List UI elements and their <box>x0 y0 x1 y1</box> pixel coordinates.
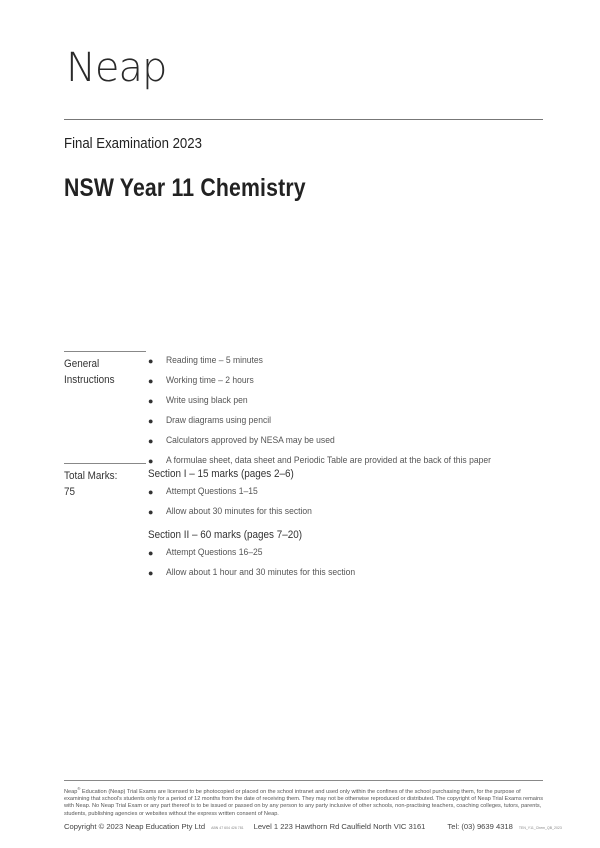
instructions-list <box>148 354 548 474</box>
header-divider <box>64 119 543 120</box>
copyright: Copyright © 2023 Neap Education Pty Ltd <box>64 822 206 831</box>
list-item <box>148 546 548 566</box>
address: Level 1 223 Hawthorn Rd Caulfield North VIC 3161 <box>253 822 426 831</box>
item-text: A formulae sheet, data sheet and Periodic Table are provided at the back of this paper <box>166 455 491 466</box>
label-line: Total Marks: <box>64 470 118 482</box>
item-text: Attempt Questions 1–15 <box>166 486 258 497</box>
bullet-icon: ● <box>148 456 154 466</box>
document-code: TEN_Y11_Chem_QB_2023 <box>518 826 562 830</box>
abn: ABN 47 604 426 781 <box>211 826 244 830</box>
bullet-icon: ● <box>148 356 154 366</box>
phone: Tel: (03) 9639 4318 <box>447 822 513 831</box>
total-marks-value: 75 <box>64 486 76 498</box>
list-item <box>148 354 548 374</box>
bullet-icon: ● <box>148 568 154 578</box>
bullet-icon: ● <box>148 487 154 497</box>
sections-list <box>148 467 548 586</box>
item-text: Allow about 30 minutes for this section <box>166 506 312 517</box>
item-text: Draw diagrams using pencil <box>166 415 272 426</box>
bullet-icon: ● <box>148 436 154 446</box>
section-2-heading: Section II – 60 marks (pages 7–20) <box>148 529 303 541</box>
legal-notice <box>64 785 544 818</box>
bullet-icon: ● <box>148 376 154 386</box>
neap-logo: Neap <box>66 45 167 91</box>
list-item <box>148 434 548 454</box>
label-line: Instructions <box>64 374 115 386</box>
exam-subtitle: Final Examination 2023 <box>64 135 202 152</box>
bullet-icon: ● <box>148 507 154 517</box>
list-item <box>148 394 548 414</box>
item-text: Reading time – 5 minutes <box>166 355 263 366</box>
legal-brand: Neap <box>64 788 78 795</box>
section-1-heading: Section I – 15 marks (pages 2–6) <box>148 468 294 480</box>
list-item <box>148 485 548 505</box>
general-instructions-label <box>64 351 146 388</box>
list-item <box>148 414 548 434</box>
item-text: Calculators approved by NESA may be used <box>166 435 335 446</box>
item-text: Allow about 1 hour and 30 minutes for this section <box>166 567 356 578</box>
footer <box>64 822 562 831</box>
footer-divider <box>64 780 543 781</box>
bullet-icon: ● <box>148 548 154 558</box>
item-text: Write using black pen <box>166 395 248 406</box>
list-item <box>148 374 548 394</box>
list-item <box>148 566 548 586</box>
bullet-icon: ● <box>148 416 154 426</box>
list-item <box>148 505 548 525</box>
registered-mark: ® <box>77 786 81 791</box>
item-text: Attempt Questions 16–25 <box>166 547 263 558</box>
label-line: General <box>64 358 100 370</box>
item-text: Working time – 2 hours <box>166 375 254 386</box>
page-title: NSW Year 11 Chemistry <box>64 174 306 202</box>
legal-text: Education (Neap) Trial Exams are licensed to be photocopied or placed on the school intranet and used only within the confines of the school purchasing them, for the purpose of examining that school's students only for a period of 12 months from the date of receiving them. They may not be otherwise reproduced or distributed. The copyright of Neap Trial Exams remains with Neap. No Neap Trial Exam or any part thereof is to be issued or passed on by any person to any party inclusive of other schools, non-practising teachers, coaching colleges, tutors, parents, students, publishing agencies or websites without the express written consent of Neap. <box>64 788 544 817</box>
bullet-icon: ● <box>148 396 154 406</box>
total-marks-label <box>64 463 146 500</box>
